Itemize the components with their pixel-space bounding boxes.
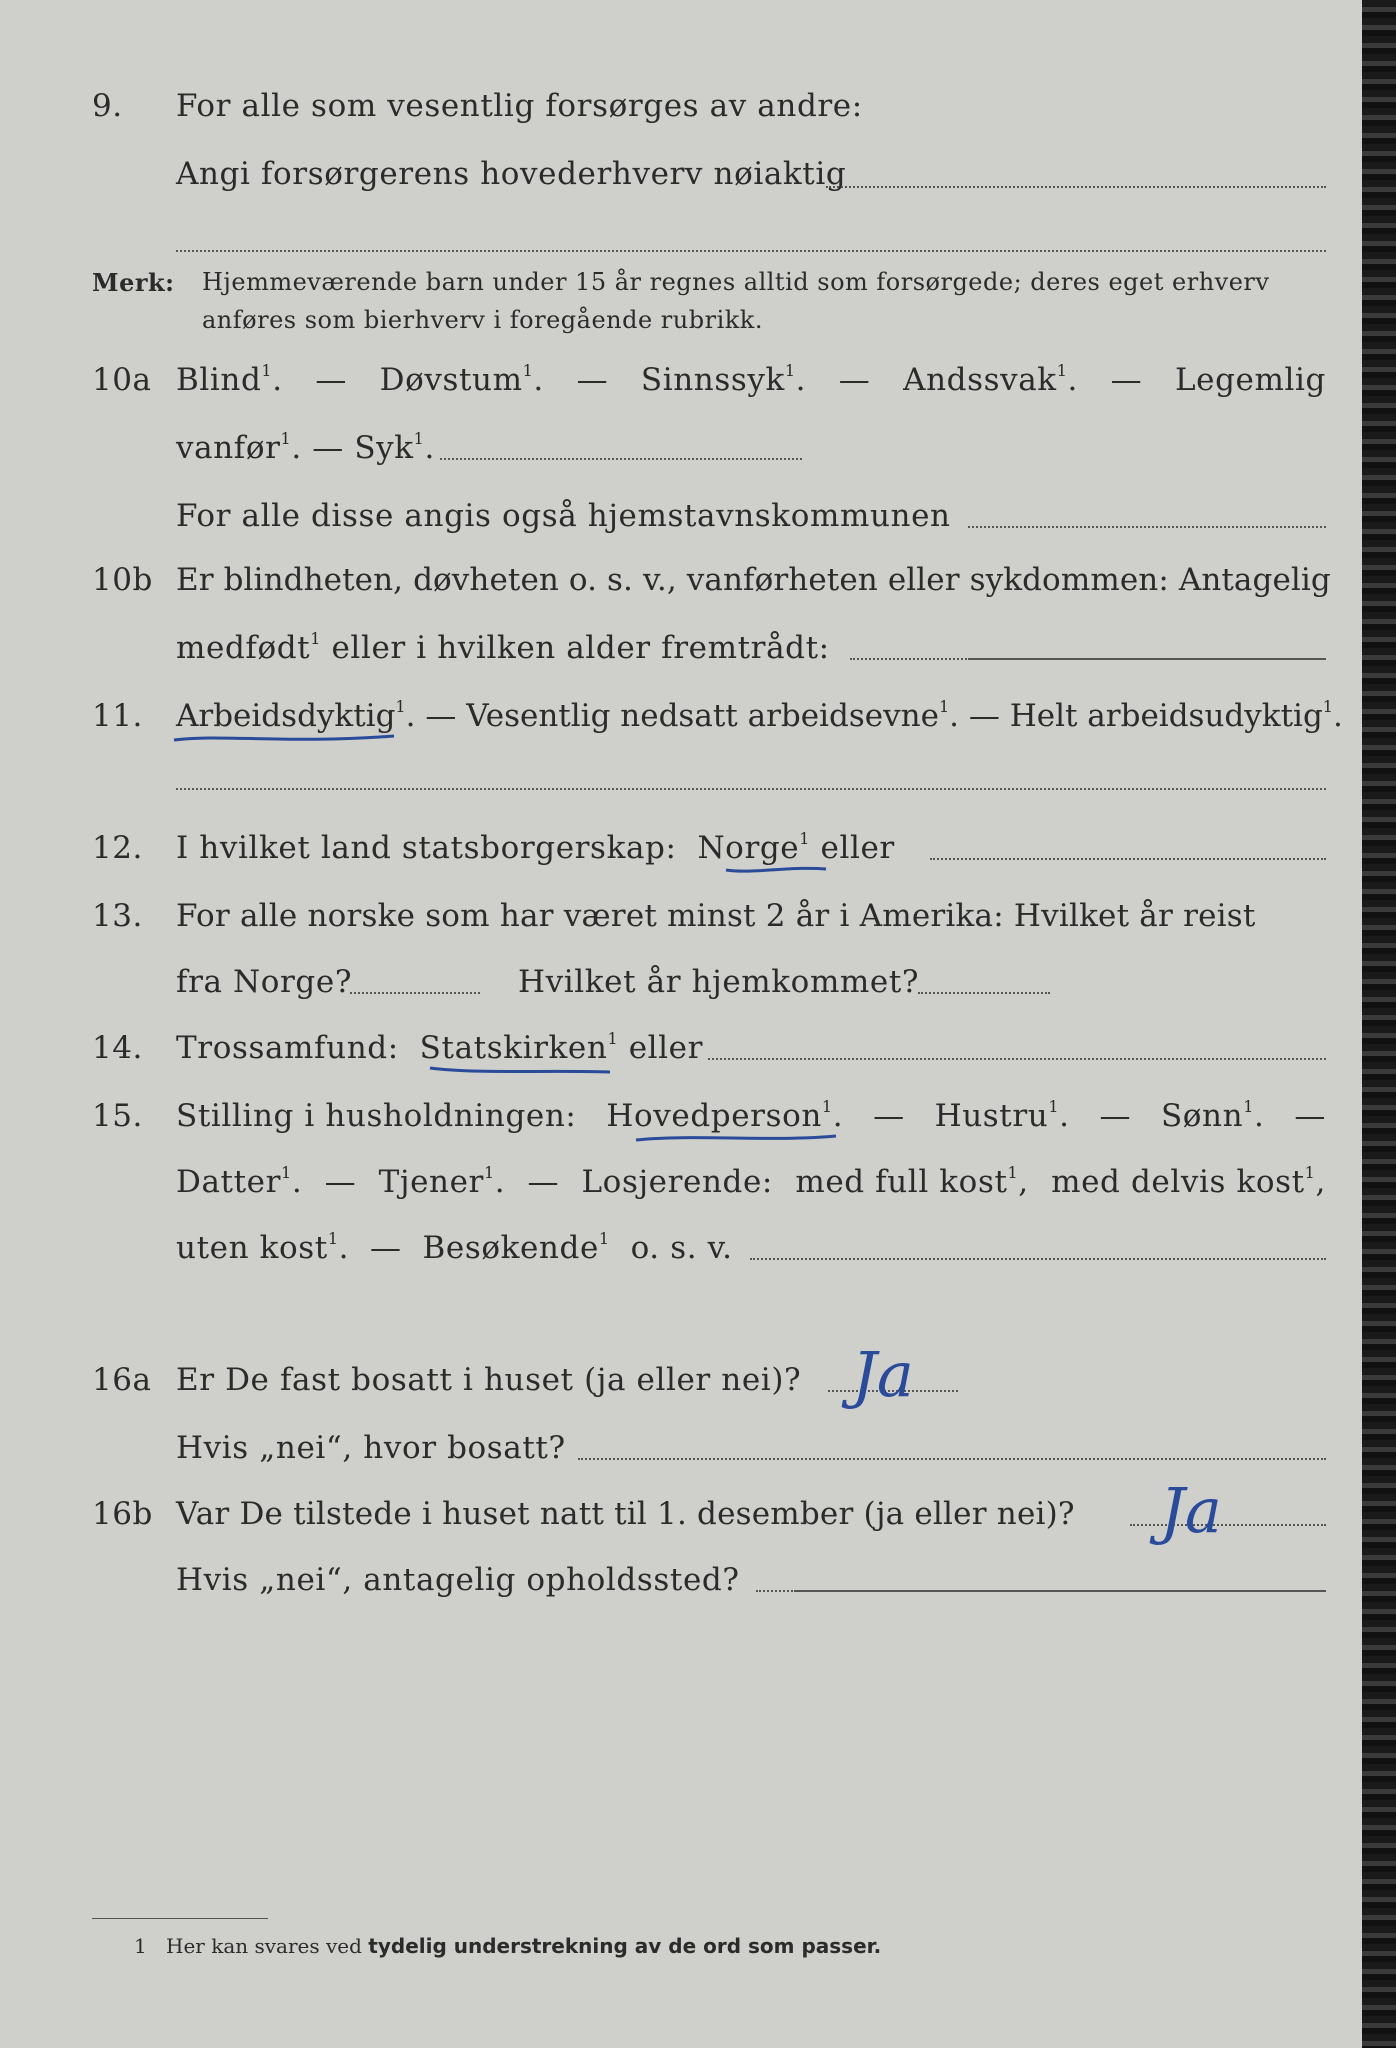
footnote-text: Her kan svares ved tydelig understrekning av de ord som passer. <box>166 1934 882 1958</box>
q16b-opholdssted-dots[interactable] <box>756 1590 796 1592</box>
q13-number: 13. <box>92 898 143 934</box>
q10a-blind: Blind$^1$. <box>176 361 283 398</box>
q13-reist-answer-line[interactable] <box>350 992 480 994</box>
q11-number: 11. <box>92 698 143 734</box>
q9-line2: Angi forsørgerens hovederhverv nøiaktig <box>176 156 847 192</box>
q14-statskirken: Statskirken <box>419 1030 608 1066</box>
q14-answer-line[interactable] <box>708 1058 1326 1060</box>
q13-hjemkommet-answer-line[interactable] <box>918 992 1050 994</box>
merk-line2: anføres som bierhverv i foregående rubrikk. <box>202 306 763 334</box>
q16b-opholdssted-answer-line[interactable] <box>796 1590 1326 1592</box>
q15-hovedperson: Hovedperson$^1$. <box>606 1097 844 1134</box>
q10a-legemlig: Legemlig <box>1174 362 1326 398</box>
q14-number: 14. <box>92 1030 143 1066</box>
q10a-line1: Blind$^1$. — Døvstum$^1$. — Sinnssyk$^1$. — Andssvak$^1$. — Legemlig <box>176 361 1326 398</box>
q12-handwritten-underline <box>722 860 832 880</box>
q10b-line1: Er blindheten, døvheten o. s. v., vanførheten eller sykdommen: Antagelig <box>176 562 1331 598</box>
q10a-andssvak: Andssvak$^1$. <box>903 361 1078 398</box>
q12-answer-line[interactable] <box>930 858 1326 860</box>
q16a-handwritten-answer: Ja <box>852 1338 914 1411</box>
q10a-sinnssyk: Sinnssyk$^1$. <box>640 361 807 398</box>
q10a-syk-answer-line[interactable] <box>440 458 802 460</box>
q9-answer-line-2[interactable] <box>176 250 1326 252</box>
q11-line: Arbeidsdyktig$^1$. — Vesentlig nedsatt arbeidsevne$^1$. — Helt arbeidsudyktig$^1$. <box>176 697 1343 734</box>
q10a-line2: vanfør$^1$. — Syk$^1$. <box>176 429 435 466</box>
q11-arbeidsdyktig: Arbeidsdyktig <box>176 698 396 734</box>
q14-handwritten-underline <box>426 1060 616 1080</box>
q16a-line1: Er De fast bosatt i huset (ja eller nei)? <box>176 1362 802 1398</box>
q15-line3: uten kost$^1$. — Besøkende$^1$ o. s. v. <box>176 1229 733 1266</box>
q13-line1: For alle norske som har været minst 2 år i Amerika: Hvilket år reist <box>176 898 1256 934</box>
q15-number: 15. <box>92 1098 143 1134</box>
q13-line2b: Hvilket år hjemkommet? <box>518 964 920 1000</box>
q12-norge: Norge <box>697 830 800 866</box>
q16a-bosatt-answer-line[interactable] <box>578 1458 1326 1460</box>
q10b-answer-line[interactable] <box>970 658 1326 660</box>
q10b-number: 10b <box>92 562 153 598</box>
q15-line2: Datter$^1$. — Tjener$^1$. — Losjerende: med full kost$^1$, med delvis kost$^1$, <box>176 1163 1326 1200</box>
footnote-separator <box>92 1918 268 1919</box>
merk-line1: Hjemmeværende barn under 15 år regnes alltid som forsørgede; deres eget erhverv <box>202 268 1270 296</box>
torn-page-edge <box>1362 0 1396 2048</box>
q12-line: I hvilket land statsborgerskap: Norge$^1$ eller <box>176 829 895 866</box>
q10b-answer-dots[interactable] <box>850 658 970 660</box>
q14-line: Trossamfund: Statskirken$^1$ eller <box>176 1029 704 1066</box>
q9-line1: For alle som vesentlig forsørges av andre: <box>176 88 863 124</box>
q15-handwritten-underline <box>632 1128 842 1148</box>
q11-handwritten-underline <box>170 728 400 750</box>
q10a-kommune-answer-line[interactable] <box>968 526 1326 528</box>
q15-answer-line[interactable] <box>750 1258 1326 1260</box>
q16a-line2: Hvis „nei“, hvor bosatt? <box>176 1430 566 1466</box>
q15-line1: Stilling i husholdningen: Hovedperson$^1$. — Hustru$^1$. — Sønn$^1$. — <box>176 1097 1326 1134</box>
q16b-handwritten-answer: Ja <box>1160 1474 1222 1547</box>
q10b-line2: medfødt$^1$ eller i hvilken alder fremtrådt: <box>176 629 830 666</box>
footnote-mark: 1 <box>134 1934 147 1958</box>
q10a-line3: For alle disse angis også hjemstavnskommunen <box>176 498 951 534</box>
q13-line2a: fra Norge? <box>176 964 353 1000</box>
q11-answer-line[interactable] <box>176 788 1326 790</box>
q16b-line1: Var De tilstede i huset natt til 1. desember (ja eller nei)? <box>176 1496 1075 1532</box>
q12-number: 12. <box>92 830 143 866</box>
q16b-line2: Hvis „nei“, antagelig opholdssted? <box>176 1562 740 1598</box>
q16b-number: 16b <box>92 1496 153 1532</box>
merk-label: Merk: <box>92 268 175 297</box>
q10a-dovstum: Døvstum$^1$. <box>379 361 544 398</box>
q16a-number: 16a <box>92 1362 152 1398</box>
q9-number: 9. <box>92 88 123 124</box>
q10a-number: 10a <box>92 362 152 398</box>
q9-answer-line[interactable] <box>826 186 1326 188</box>
